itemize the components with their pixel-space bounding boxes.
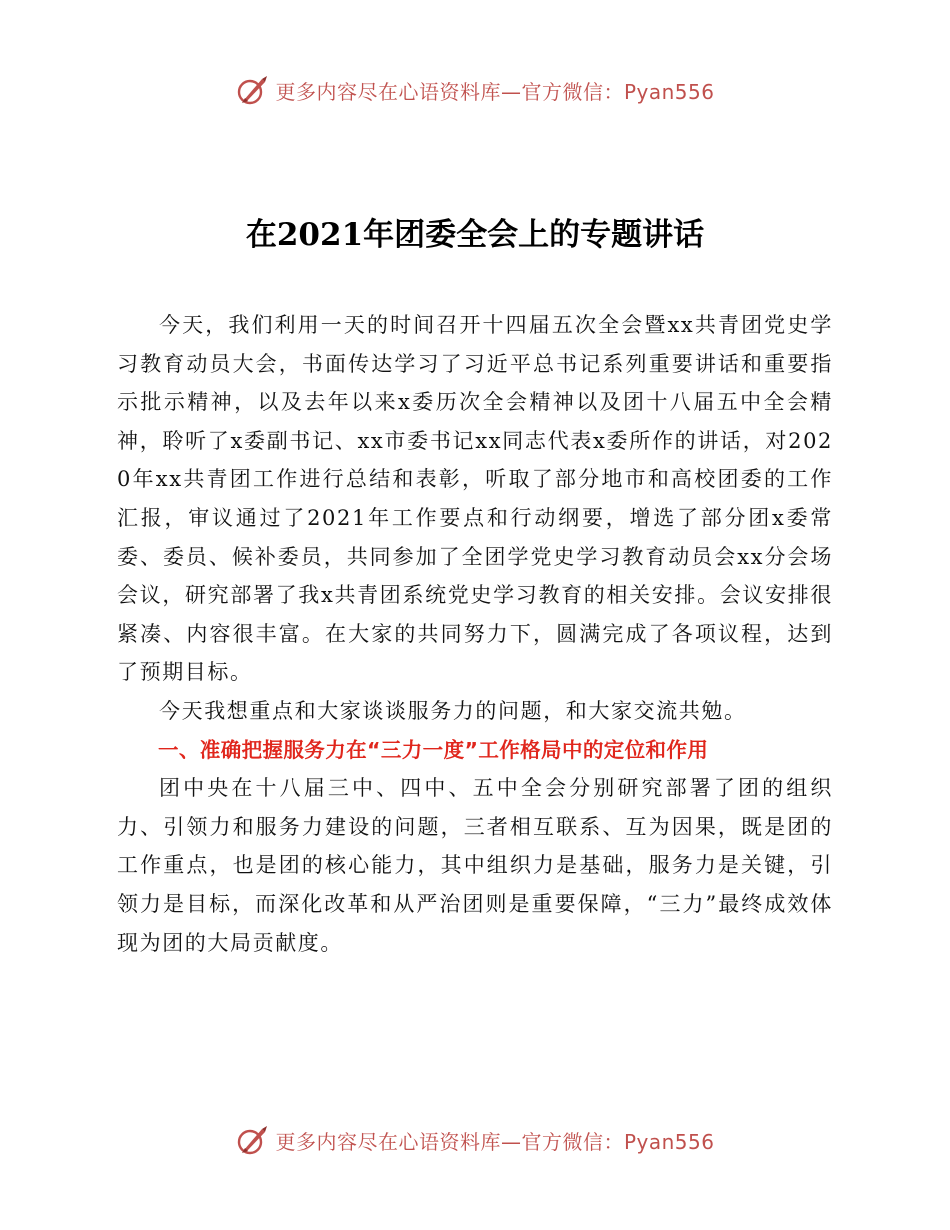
body-paragraph: 团中央在十八届三中、四中、五中全会分别研究部署了团的组织力、引领力和服务力建设的问题，三者相互联系、互为因果，既是团的工作重点，也是团的核心能力，其中组织力是基础，服务力是关键，引领力是目标，而深化改革和从严治团则是重要保障，“三力”最终成效体现为团的大局贡献度。 xyxy=(117,776,833,955)
body-paragraph: 今天，我们利用一天的时间召开十四届五次全会暨xx共青团党史学习教育动员大会，书面传达学习了习近平总书记系列重要讲话和重要指示批示精神，以及去年以来x委历次全会精神以及团十八届五中全会精神，聆听了x委副书记、xx市委书记xx同志代表x委所作的讲话，对2020年xx共青团工作进行总结和表彰，听取了部分地市和高校团委的工作汇报，审议通过了2021年工作要点和行动纲要，增选了部分团x委常委、委员、候补委员，共同参加了全团学党史学习教育动员会xx分会场会议，研究部署了我x共青团系统党史学习教育的相关安排。会议安排很紧凑、内容很丰富。在大家的共同努力下，圆满完成了各项议程，达到了预期目标。 xyxy=(117,313,833,685)
banner-text: 更多内容尽在心语资料库—官方微信：Pyan556 xyxy=(275,1129,715,1154)
banner-text: 更多内容尽在心语资料库—官方微信：Pyan556 xyxy=(275,79,715,104)
section-heading: 一、准确把握服务力在“三力一度”工作格局中的定位和作用 xyxy=(158,737,709,762)
footer-banner xyxy=(0,1120,950,1160)
document-body xyxy=(117,306,833,962)
quill-pen-logo-icon xyxy=(235,1123,269,1157)
body-paragraph: 今天我想重点和大家谈谈服务力的问题，和大家交流共勉。 xyxy=(159,698,747,723)
document-title: 在2021年团委全会上的专题讲话 xyxy=(245,217,705,253)
header-banner xyxy=(0,70,950,110)
quill-pen-logo-icon xyxy=(235,73,269,107)
